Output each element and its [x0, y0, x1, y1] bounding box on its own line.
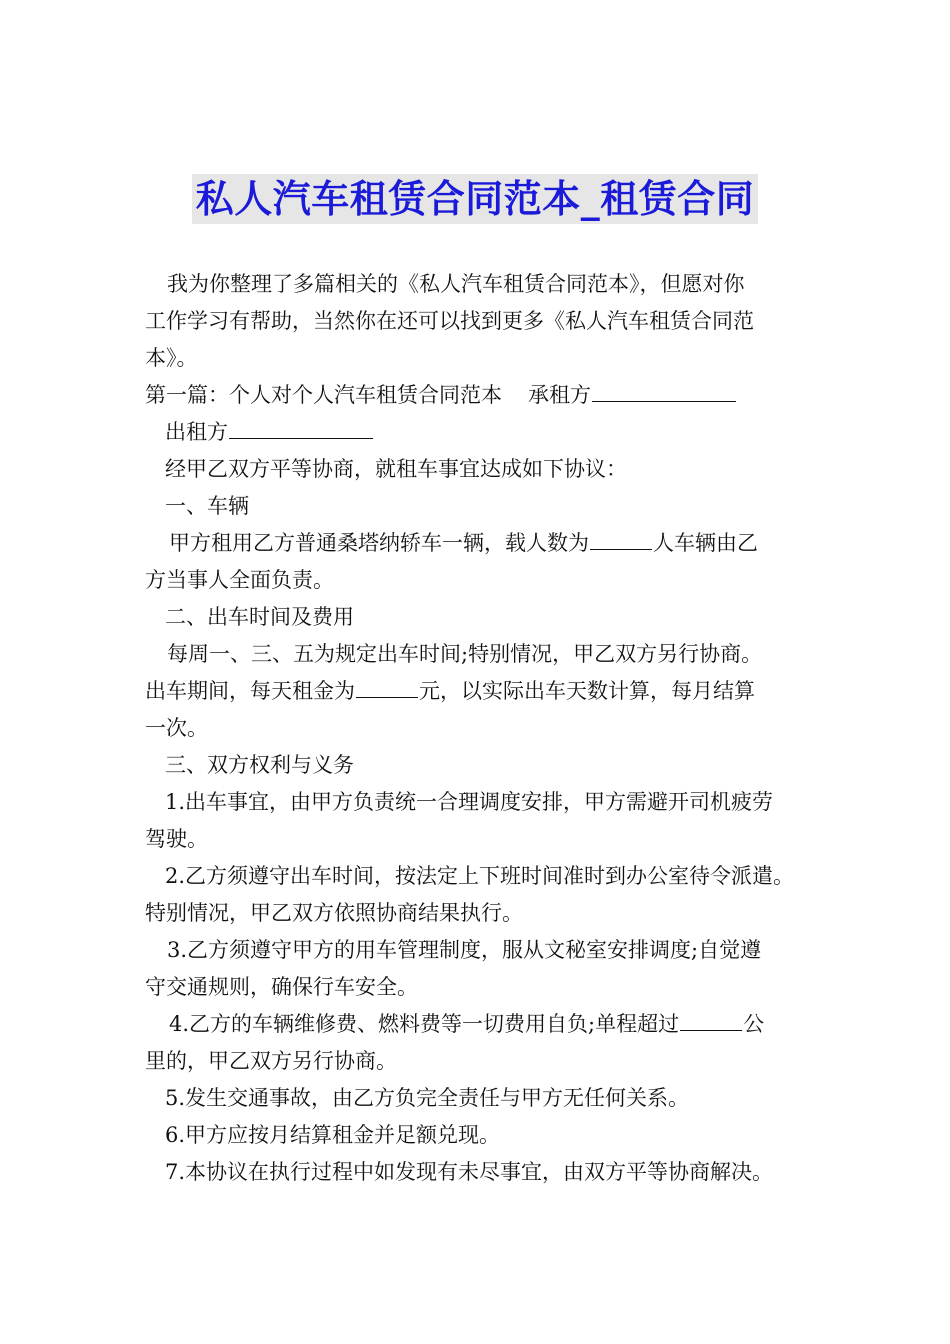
section2-title: 二、出车时间及费用: [165, 605, 354, 629]
lessor-line: [145, 414, 815, 451]
section2-line-1: 每周一、三、五为规定出车时间;特别情况，甲乙双方另行协商。: [167, 642, 763, 666]
item4-line-2: 里的，甲乙双方另行协商。: [145, 1049, 397, 1073]
part1-heading-line: [145, 377, 815, 414]
section2-text-b: 元，以实际出车天数计算，每月结算: [419, 679, 755, 703]
section2-line-3: 一次。: [145, 716, 208, 740]
section1-text-b: 人车辆由乙: [653, 531, 758, 555]
section1-line-1: [145, 525, 815, 562]
item3-line-2: 守交通规则，确保行车安全。: [145, 975, 418, 999]
item3-line-1: 3.乙方须遵守甲方的用车管理制度，服从文秘室安排调度;自觉遵: [167, 938, 762, 962]
item4-line-1: [145, 1006, 815, 1043]
intro-line-2: 工作学习有帮助，当然你在还可以找到更多《私人汽车租赁合同范: [145, 309, 754, 333]
item6: 6.甲方应按月结算租金并足额兑现。: [165, 1123, 501, 1147]
section3-title: 三、双方权利与义务: [165, 753, 354, 777]
lessor-label: 出租方: [165, 420, 228, 444]
document-title: 私人汽车租赁合同范本_租赁合同: [192, 174, 759, 224]
document-body: [145, 266, 815, 1191]
item4-text-a: 4.乙方的车辆维修费、燃料费等一切费用自负;单程超过: [169, 1012, 680, 1036]
lessee-label: 承租方: [528, 383, 591, 407]
agreement-intro: 经甲乙双方平等协商，就租车事宜达成如下协议：: [165, 457, 627, 481]
passenger-count-blank: [590, 527, 652, 550]
distance-blank: [680, 1008, 742, 1031]
section2-line-2: [145, 673, 815, 710]
item5: 5.发生交通事故，由乙方负完全责任与甲方无任何关系。: [165, 1086, 690, 1110]
section1-line-2: 方当事人全面负责。: [145, 568, 334, 592]
section2-text-a: 出车期间，每天租金为: [145, 679, 355, 703]
daily-rent-blank: [356, 675, 418, 698]
item1-line-1: 1.出车事宜，由甲方负责统一合理调度安排，甲方需避开司机疲劳: [165, 790, 774, 814]
section1-text-a: 甲方租用乙方普通桑塔纳轿车一辆，载人数为: [169, 531, 589, 555]
intro-line-3: 本》。: [145, 346, 198, 370]
title-container: [0, 174, 950, 224]
item2-line-1: 2.乙方须遵守出车时间，按法定上下班时间准时到办公室待令派遣。: [165, 864, 795, 888]
item4-text-a2: 公: [743, 1012, 765, 1036]
lessee-blank: [592, 379, 736, 402]
item1-line-2: 驾驶。: [145, 827, 208, 851]
lessor-blank: [229, 416, 373, 439]
item2-line-2: 特别情况，甲乙双方依照协商结果执行。: [145, 901, 523, 925]
item7: 7.本协议在执行过程中如发现有未尽事宜，由双方平等协商解决。: [165, 1160, 774, 1184]
section1-title: 一、车辆: [165, 494, 249, 518]
intro-line-1: 我为你整理了多篇相关的《私人汽车租赁合同范本》，但愿对你: [167, 272, 745, 296]
part1-heading: 第一篇：个人对个人汽车租赁合同范本: [145, 383, 502, 407]
